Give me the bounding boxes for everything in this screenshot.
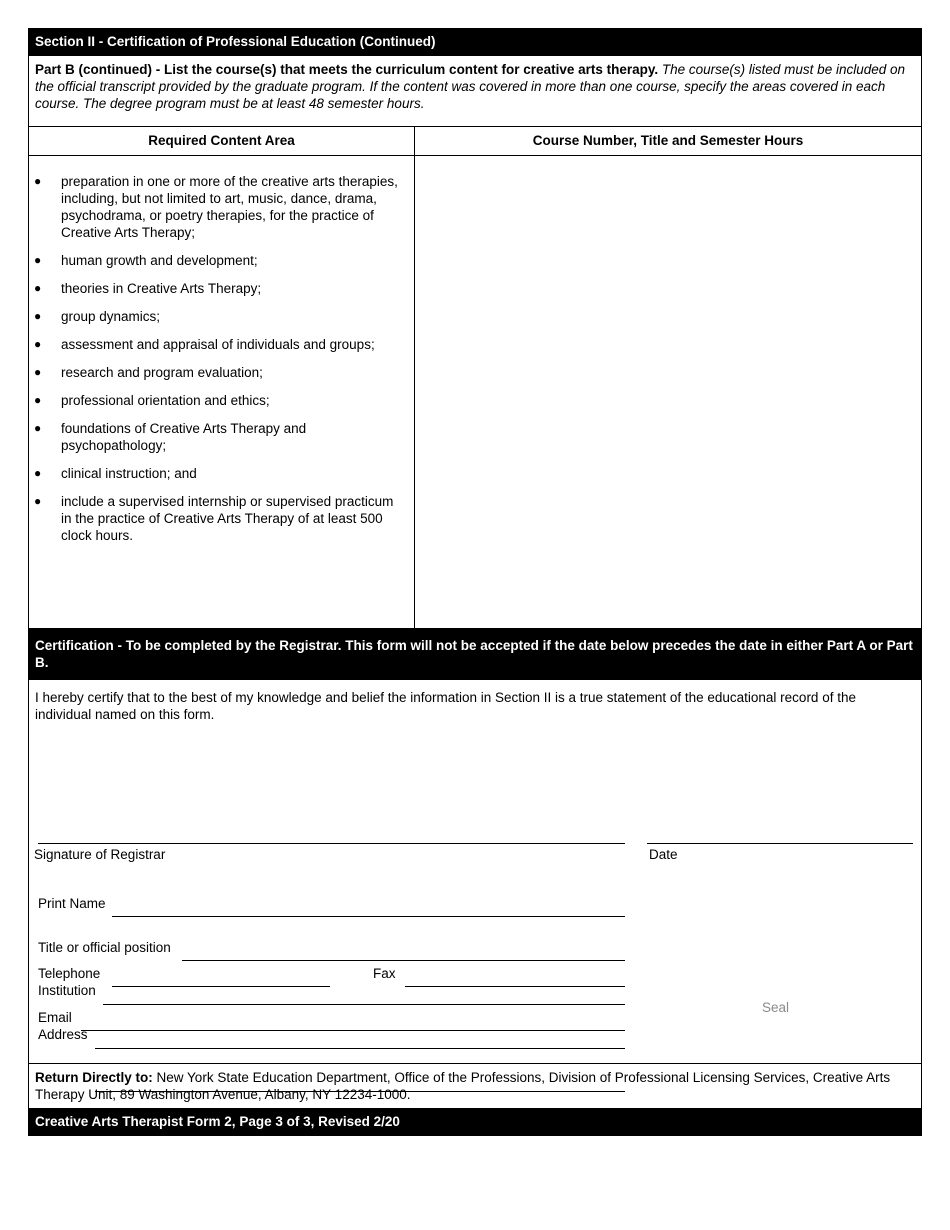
content-area-text: research and program evaluation; [61, 365, 263, 380]
bullet-icon: ● [34, 421, 42, 435]
content-area-text: theories in Creative Arts Therapy; [61, 281, 262, 296]
fax-label: Fax [373, 966, 396, 981]
content-area-item [29, 420, 414, 454]
telephone-label: Telephone [38, 966, 101, 981]
content-area-item [29, 493, 414, 544]
bullet-icon: ● [34, 281, 42, 295]
certification-header: Certification - To be completed by the Registrar. This form will not be accepted if the date below precedes the date in either Part A or Part B. [29, 629, 921, 680]
content-area-item [29, 173, 414, 241]
contact-fields [29, 966, 921, 1054]
signature-line[interactable] [38, 843, 625, 844]
fax-line[interactable] [405, 986, 625, 987]
bullet-icon: ● [34, 337, 42, 351]
title-line[interactable] [182, 960, 625, 961]
seal-placeholder: Seal [762, 1000, 790, 1015]
email-label: Email [38, 1010, 72, 1025]
course-header: Course Number, Title and Semester Hours [415, 127, 921, 156]
institution-label: Institution [38, 983, 96, 998]
registrar-signature-area [29, 770, 921, 1112]
bullet-icon: ● [34, 174, 42, 188]
telephone-line[interactable] [112, 986, 330, 987]
address-label: Address [38, 1027, 88, 1042]
content-area-item [29, 465, 414, 482]
certification-statement: I hereby certify that to the best of my knowledge and belief the information in Section II is a true statement of the educational record of the individual named on this form. [35, 690, 856, 722]
date-line[interactable] [647, 843, 913, 844]
course-entry-cell[interactable] [415, 156, 921, 628]
part-b-note: The course(s) listed must be included on the official transcript provided by the graduate program. If the content was covered in more than one course, specify the areas covered in each course. The degree program must be at least 48 semester hours. [35, 62, 906, 111]
content-area-item [29, 364, 414, 381]
content-area-text: preparation in one or more of the creative arts therapies, including, but not limited to art, music, dance, drama, psychodrama, or poetry therapies, for the practice of Creative Arts Therapy; [61, 174, 398, 240]
part-b-title: Part B (continued) - List the course(s) that meets the curriculum content for creative arts therapy. [35, 62, 659, 77]
bullet-icon: ● [34, 365, 42, 379]
form-footer: Creative Arts Therapist Form 2, Page 3 of 3, Revised 2/20 [29, 1108, 921, 1136]
signature-label: Signature of Registrar [34, 847, 166, 862]
date-label: Date [649, 847, 678, 862]
part-b-instructions [29, 56, 921, 127]
bullet-icon: ● [34, 253, 42, 267]
content-area-item [29, 280, 414, 297]
content-area-text: assessment and appraisal of individuals and groups; [61, 337, 375, 352]
content-area-text: foundations of Creative Arts Therapy and psychopathology; [61, 421, 307, 453]
curriculum-table [29, 127, 921, 629]
address-line-2[interactable] [95, 1091, 625, 1092]
bullet-icon: ● [34, 393, 42, 407]
content-area-item [29, 392, 414, 409]
content-area-text: include a supervised internship or supervised practicum in the practice of Creative Arts Therapy of at least 500 clock hours. [61, 494, 394, 543]
print-name-line[interactable] [112, 916, 625, 917]
content-area-text: group dynamics; [61, 309, 161, 324]
email-line[interactable] [81, 1030, 625, 1031]
return-label: Return Directly to: [35, 1070, 153, 1085]
print-name-label: Print Name [38, 896, 106, 911]
section-header: Section II - Certification of Professional Education (Continued) [29, 28, 921, 56]
content-area-text: human growth and development; [61, 253, 258, 268]
bullet-icon: ● [34, 466, 42, 480]
content-area-list [29, 156, 414, 544]
course-column [415, 127, 921, 628]
title-label: Title or official position [38, 940, 171, 955]
bullet-icon: ● [34, 309, 42, 323]
return-text: New York State Education Department, Office of the Professions, Division of Professional Licensing Services, Creative Arts Therapy Unit, 89 Washington Avenue, Albany, NY 12234-1000. [35, 1070, 891, 1102]
content-area-item [29, 252, 414, 269]
content-area-text: clinical instruction; and [61, 466, 197, 481]
bullet-icon: ● [34, 494, 42, 508]
content-area-item [29, 336, 414, 353]
form-page [28, 28, 922, 1136]
content-area-text: professional orientation and ethics; [61, 393, 270, 408]
required-content-cell [29, 156, 414, 628]
required-content-column [29, 127, 415, 628]
content-area-item [29, 308, 414, 325]
required-content-header: Required Content Area [29, 127, 414, 156]
